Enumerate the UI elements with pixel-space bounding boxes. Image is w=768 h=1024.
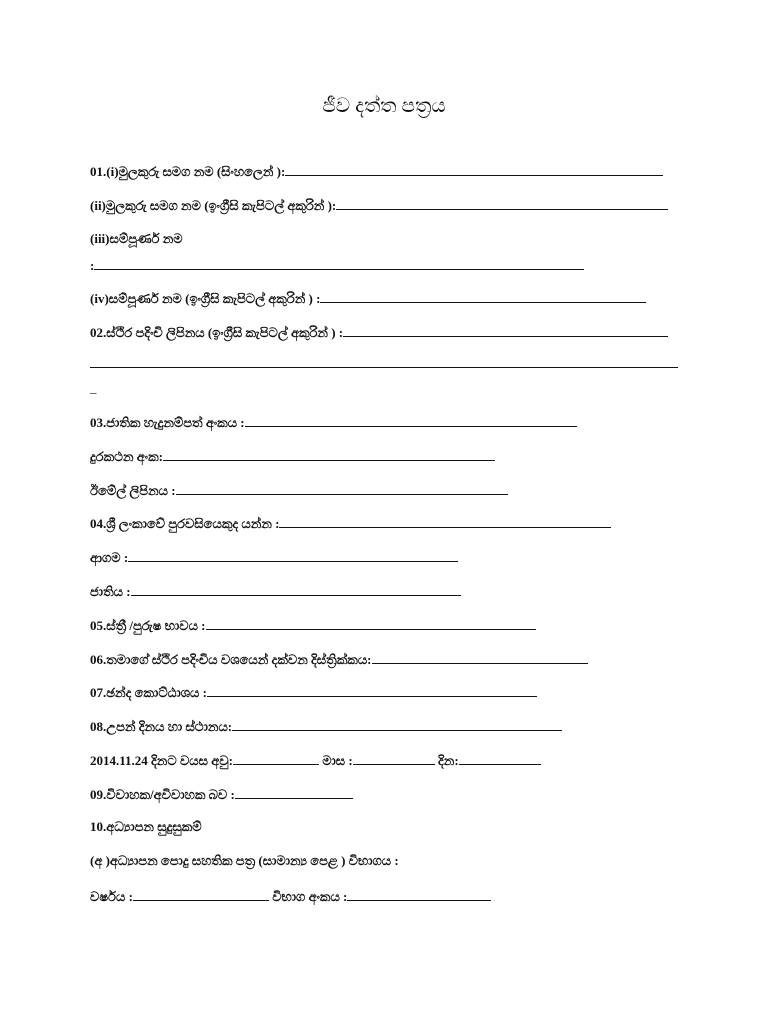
field-full-name-english <box>90 289 646 307</box>
field-label: 05.ස්ත්‍රී /පුරුෂ භාවය : <box>90 618 206 633</box>
field-year-index <box>90 887 491 905</box>
marital-status-blank[interactable] <box>235 785 353 799</box>
religion-blank[interactable] <box>128 548 458 562</box>
address-dash: _ <box>90 380 97 395</box>
age-months-blank[interactable] <box>353 751 435 765</box>
full-name-english-blank[interactable] <box>320 289 646 303</box>
field-gender <box>90 616 536 634</box>
page-title: ජීව දත්ත පත්‍රය <box>322 95 446 117</box>
field-label: ආගම : <box>90 550 129 565</box>
field-citizenship <box>90 514 611 532</box>
address-second-line[interactable] <box>90 367 678 368</box>
field-electorate <box>90 683 537 701</box>
field-birth-date-place <box>90 717 562 735</box>
phone-blank[interactable] <box>163 447 495 461</box>
age-days-blank[interactable] <box>459 751 541 765</box>
field-label: 01.(i)මුලකුරු සමග නම (සිංහලෙන් ): <box>90 164 286 179</box>
subsection-ol-exam: (අ )අධ්‍යාපන පොදු සහතික පත්‍ර (සාමාන්‍ය පෙළ ) විභාගය : <box>90 853 399 868</box>
index-number-blank[interactable] <box>347 887 491 901</box>
field-full-name-label: (iii)සම්පූර්ණ නම <box>90 231 183 246</box>
field-label: 2014.11.24 දිනට වයස අවු: <box>90 753 233 768</box>
ethnicity-blank[interactable] <box>131 582 461 596</box>
field-nic <box>90 413 577 431</box>
field-label: දුරකථන අංක: <box>90 449 163 464</box>
field-phone <box>90 447 495 465</box>
birth-date-place-blank[interactable] <box>232 717 562 731</box>
name-initials-english-blank[interactable] <box>336 196 668 210</box>
field-label: ජාතිය : <box>90 584 131 599</box>
field-label: 07.ඡන්ද කොට්ඨාශය : <box>90 685 207 700</box>
field-district <box>90 650 588 668</box>
field-label: : <box>90 258 95 273</box>
full-name-blank[interactable] <box>94 256 584 270</box>
field-label: දින: <box>438 753 459 768</box>
field-full-name <box>90 256 584 274</box>
field-ethnicity <box>90 582 461 600</box>
field-label: 06.තමාගේ ස්ථිර පදිංචිය වශයෙන් දක්වන දිස්ත්‍රික්කය: <box>90 652 372 667</box>
field-label: ඊමේල් ලිපිනය : <box>90 483 176 498</box>
permanent-address-blank[interactable] <box>343 323 668 337</box>
citizenship-blank[interactable] <box>279 514 611 528</box>
field-label: (iv)සම්පූර්ණ නම (ඉංග්‍රීසි කැපිටල් අකුරින් ) : <box>90 291 321 306</box>
district-blank[interactable] <box>372 650 588 664</box>
email-blank[interactable] <box>176 481 508 495</box>
field-permanent-address <box>90 323 668 341</box>
field-label: විභාග අංකය : <box>272 889 348 904</box>
field-label: 03.ජාතික හැදුනම්පත් අංකය : <box>90 415 245 430</box>
field-label: 02.ස්ථිර පදිංචි ලිපිනය (ඉංග්‍රීසි කැපිටල් අකුරින් ) : <box>90 325 344 340</box>
field-name-initials-sinhala <box>90 162 663 180</box>
field-label: 09.විවාහක/අවිවාහක බව : <box>90 787 235 802</box>
field-marital-status <box>90 785 353 803</box>
field-age <box>90 751 541 769</box>
field-label: මාස : <box>322 753 353 768</box>
section-education: 10.අධ්‍යාපන සුදුසුකම් <box>90 819 202 834</box>
year-blank[interactable] <box>133 887 269 901</box>
field-label: වර්ෂය : <box>90 889 133 904</box>
field-email <box>90 481 508 499</box>
electorate-blank[interactable] <box>207 683 537 697</box>
nic-blank[interactable] <box>245 413 577 427</box>
field-name-initials-english <box>90 196 668 214</box>
field-label: (ii)මුලකුරු සමග නම (ඉංග්‍රීසි කැපිටල් අකුරින් ): <box>90 198 337 213</box>
gender-blank[interactable] <box>206 616 536 630</box>
field-label: 08.උපන් දිනය හා ස්ථානය: <box>90 719 233 734</box>
age-years-blank[interactable] <box>233 751 319 765</box>
name-initials-sinhala-blank[interactable] <box>285 162 663 176</box>
field-religion <box>90 548 458 566</box>
field-label: 04.ශ්‍රී ලංකාවේ පුරවසියෙකුද යන්න : <box>90 516 280 531</box>
